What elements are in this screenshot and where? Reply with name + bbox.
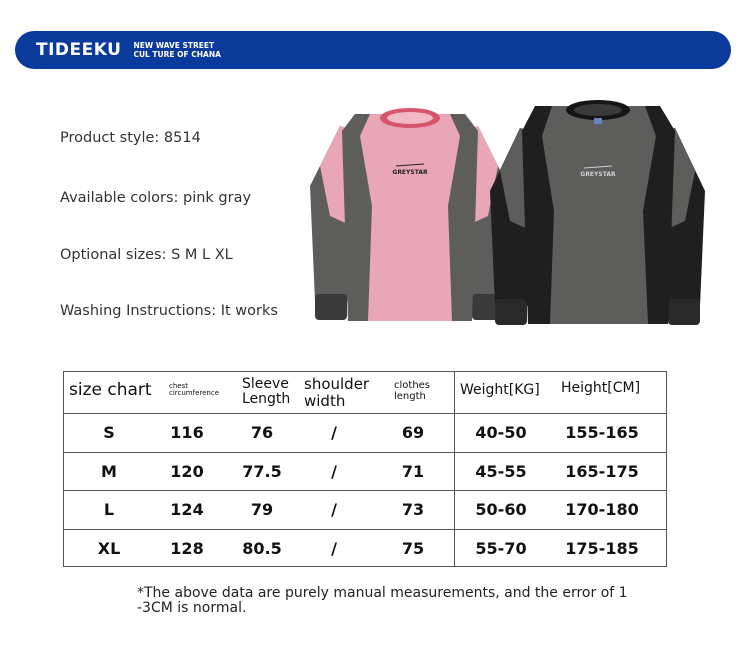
header-clothes-line1: clothes <box>394 380 431 391</box>
table-cell-length: 71 <box>401 462 425 481</box>
header-chest-line2: circumference <box>169 389 220 397</box>
table-cell-sleeve: 80.5 <box>242 539 282 558</box>
table-cell-length: 73 <box>401 500 425 519</box>
header-weight: Weight[KG] <box>460 382 540 398</box>
table-cell-height: 170-180 <box>565 500 639 519</box>
header-chest-line1: chest <box>169 382 188 390</box>
product-image <box>300 96 740 336</box>
table-cell-height: 175-185 <box>565 539 639 558</box>
washing-instructions: Washing Instructions: It works <box>60 303 278 319</box>
brand-tagline <box>133 41 220 59</box>
table-cell-size: L <box>103 500 115 519</box>
table-cell-size: XL <box>97 539 121 558</box>
note-line-2: -3CM is normal. <box>137 600 247 616</box>
table-cell-length: 69 <box>401 423 425 442</box>
product-style: Product style: 8514 <box>60 130 201 146</box>
header-shoulder-line2: width <box>304 392 346 410</box>
header-clothes-line2: length <box>394 391 426 402</box>
table-cell-length: 75 <box>401 539 425 558</box>
header-height: Height[CM] <box>561 380 641 396</box>
table-cell-chest: 120 <box>170 462 204 481</box>
header-sleeve <box>242 377 290 407</box>
pink-sweatshirt <box>310 108 508 321</box>
table-cell-weight: 50-60 <box>475 500 527 519</box>
table-cell-chest: 128 <box>170 539 204 558</box>
table-cell-sleeve: 76 <box>250 423 274 442</box>
table-cell-shoulder: / <box>331 462 337 481</box>
table-cell-size: S <box>103 423 115 442</box>
table-cell-shoulder: / <box>331 423 337 442</box>
brand-logo: TIDEEKU <box>36 40 122 60</box>
table-cell-shoulder: / <box>331 500 337 519</box>
table-cell-shoulder: / <box>331 539 337 558</box>
pink-graphic-text: GREYSTAR <box>392 169 428 176</box>
table-cell-sleeve: 77.5 <box>242 462 282 481</box>
header-shoulder <box>304 376 369 410</box>
tagline-line-1: NEW WAVE STREET <box>133 41 215 50</box>
table-cell-weight: 55-70 <box>475 539 527 558</box>
header-sleeve-line1: Sleeve <box>242 376 289 392</box>
size-chart-title: size chart <box>69 380 152 400</box>
gray-sweatshirt <box>490 100 705 325</box>
measurement-note <box>137 586 637 616</box>
table-cell-chest: 124 <box>170 500 204 519</box>
header-clothes-length <box>394 380 430 402</box>
table-cell-height: 155-165 <box>565 423 639 442</box>
optional-sizes: Optional sizes: S M L XL <box>60 247 233 263</box>
available-colors: Available colors: pink gray <box>60 190 252 206</box>
gray-graphic-text: GREYSTAR <box>580 171 616 178</box>
size-chart-table <box>63 371 667 567</box>
table-cell-sleeve: 79 <box>250 500 274 519</box>
brand-banner <box>15 31 731 69</box>
header-sleeve-line2: Length <box>242 391 291 407</box>
table-cell-chest: 116 <box>170 423 204 442</box>
table-cell-weight: 40-50 <box>475 423 527 442</box>
table-cell-weight: 45-55 <box>475 462 527 481</box>
table-cell-height: 165-175 <box>565 462 639 481</box>
table-cell-size: M <box>101 462 117 481</box>
note-line-1: *The above data are purely manual measurements, and the error of 1 <box>137 585 628 601</box>
header-chest <box>169 383 219 397</box>
header-shoulder-line1: shoulder <box>304 375 370 393</box>
tagline-line-2: CUL TURE OF CHANA <box>133 50 221 59</box>
